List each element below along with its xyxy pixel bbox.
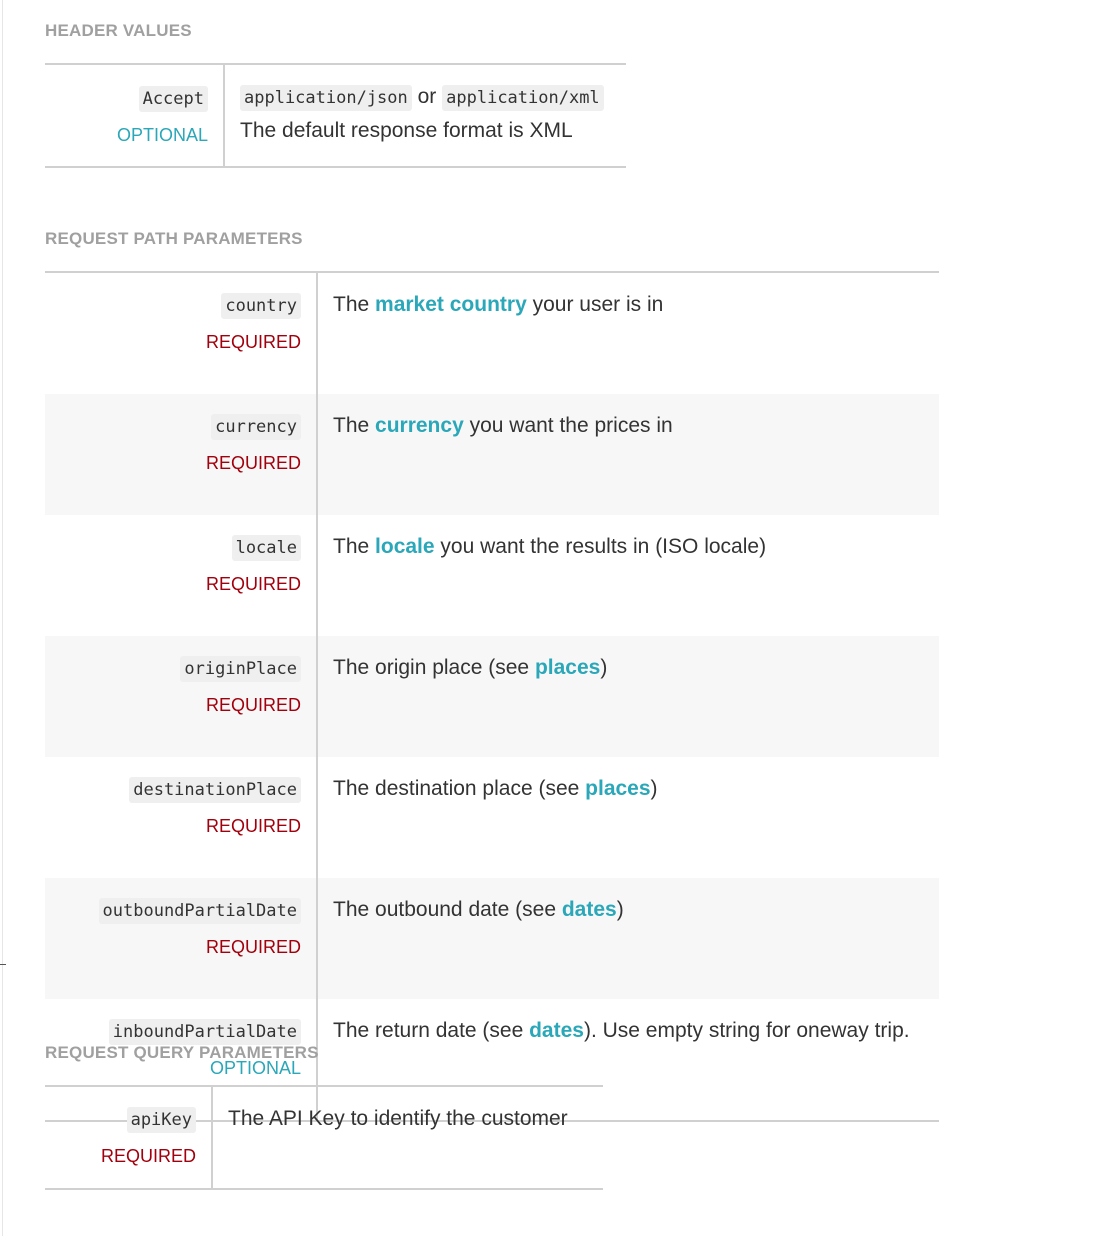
param-name-cell <box>45 515 317 636</box>
query-params-title: REQUEST QUERY PARAMETERS <box>45 1043 319 1062</box>
header-values-table <box>45 63 626 168</box>
description-text: The outbound date (see <box>333 898 562 921</box>
format-xml-code: application/xml <box>442 85 604 111</box>
description-text: ) <box>616 898 624 921</box>
param-description: The default response format is XML <box>240 119 573 142</box>
param-name: currency <box>211 414 301 440</box>
format-json-code: application/json <box>240 85 412 111</box>
table-row <box>45 394 939 515</box>
param-status-required: REQUIRED <box>100 1146 196 1166</box>
param-name: outboundPartialDate <box>99 898 301 924</box>
param-name: originPlace <box>180 656 301 682</box>
table-row <box>45 64 626 167</box>
param-name: apiKey <box>127 1107 196 1133</box>
table-row <box>45 515 939 636</box>
param-description: The API Key to identify the customer <box>228 1107 568 1130</box>
description-text: ) <box>600 656 608 679</box>
param-name-cell <box>45 64 224 167</box>
places-link[interactable]: places <box>534 656 601 679</box>
param-name-cell <box>45 636 317 757</box>
param-description <box>317 272 939 394</box>
param-name: Accept <box>139 86 208 112</box>
param-status-optional: OPTIONAL <box>116 125 208 145</box>
dates-link[interactable]: dates <box>561 898 617 921</box>
param-name-cell <box>45 394 317 515</box>
description-text: you want the results in (ISO locale) <box>434 535 767 558</box>
param-status-required: REQUIRED <box>205 695 301 715</box>
param-description <box>317 636 939 757</box>
param-status-required: REQUIRED <box>205 574 301 594</box>
description-text: The <box>333 535 376 558</box>
param-status-required: REQUIRED <box>205 937 301 957</box>
market-country-link[interactable]: market country <box>375 293 527 316</box>
param-description <box>317 515 939 636</box>
param-description <box>317 878 939 999</box>
param-status-required: REQUIRED <box>205 453 301 473</box>
left-edge-divider <box>2 0 3 1236</box>
description-text: ) <box>650 777 658 800</box>
param-status-optional: OPTIONAL <box>209 1058 301 1078</box>
description-text: The <box>333 414 376 437</box>
param-status-required: REQUIRED <box>205 816 301 836</box>
currency-link[interactable]: currency <box>375 414 464 437</box>
description-text: ). Use empty string for oneway trip. <box>583 1019 910 1042</box>
param-name-cell <box>45 1086 212 1189</box>
table-row <box>45 757 939 878</box>
table-row <box>45 272 939 394</box>
description-text: you want the prices in <box>463 414 673 437</box>
param-description <box>317 394 939 515</box>
param-description-cell <box>224 64 626 167</box>
description-text: The return date (see <box>333 1019 530 1042</box>
table-row <box>45 1086 603 1189</box>
left-edge-tick <box>0 964 6 965</box>
description-text: your user is in <box>526 293 664 316</box>
or-text: or <box>417 85 437 108</box>
param-name-cell <box>45 272 317 394</box>
table-row <box>45 878 939 999</box>
query-params-table <box>45 1085 603 1190</box>
table-row <box>45 636 939 757</box>
path-params-title: REQUEST PATH PARAMETERS <box>45 229 303 248</box>
locale-link[interactable]: locale <box>375 535 435 558</box>
param-name-cell <box>45 878 317 999</box>
param-description <box>317 757 939 878</box>
path-params-table <box>45 271 939 1122</box>
description-text: The destination place (see <box>333 777 586 800</box>
param-name: inboundPartialDate <box>109 1019 301 1045</box>
places-link[interactable]: places <box>585 777 651 800</box>
dates-link[interactable]: dates <box>529 1019 584 1042</box>
param-status-required: REQUIRED <box>205 332 301 352</box>
param-name-cell <box>45 757 317 878</box>
param-name: country <box>221 293 301 319</box>
header-values-title: HEADER VALUES <box>45 21 192 40</box>
param-name: locale <box>232 535 301 561</box>
description-text: The origin place (see <box>333 656 535 679</box>
param-name: destinationPlace <box>129 777 301 803</box>
description-text: The <box>333 293 376 316</box>
